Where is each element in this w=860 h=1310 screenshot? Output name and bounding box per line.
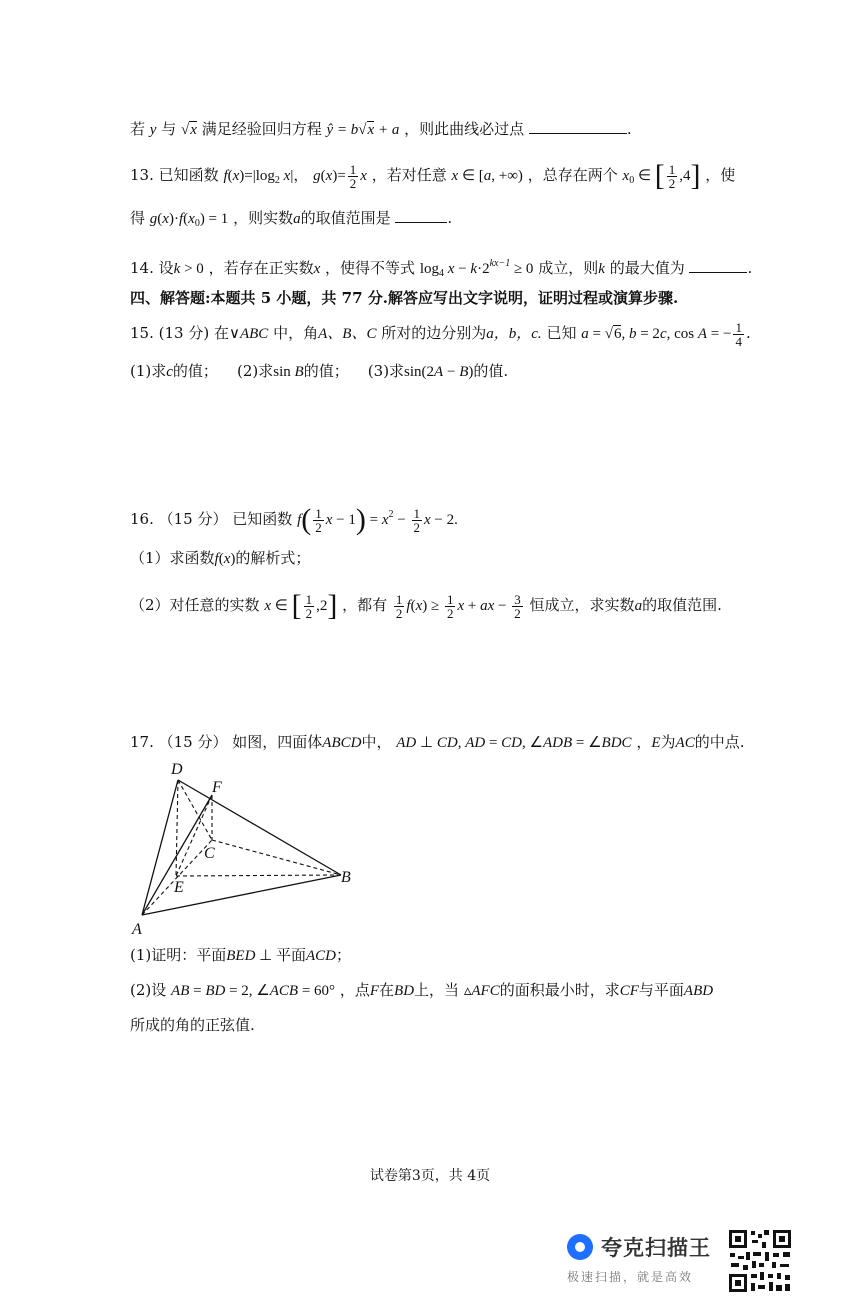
q15: 15. (13 分) 在∨ABC 中，角A、B、C 所对的边分别为a，b，c. 已知 a = √6, b = 2c, cos A = − $\frac{1}{4}$ . [130,319,751,349]
qr-code-icon [727,1228,793,1294]
q16-part2: （2）对任意的实数 x ∈ [ $\frac{1}{2}$ ,2] ，都有 $\frac{1}{2}$ f(x) ≥ $\frac{1}{2}$ x + ax − $\frac{3}{2}$ 恒成立，求实数a的取值范围. [130,589,722,622]
q16: 16. （15 分） 已知函数 f( $\frac{1}{2}$ $x - 1) = x^2$ − $\frac{1}{2}$ x − 2. [130,503,458,536]
page-footer: 试卷第3页，共 4页 [369,1168,491,1184]
answer-blank [529,119,627,134]
quark-logo-icon [567,1234,593,1260]
label-F: F [212,779,222,796]
q16-part1: （1）求函数f(x)的解析式； [130,549,311,567]
answer-blank [689,258,747,273]
edge-DE [176,780,178,876]
tetrahedron-figure [128,758,368,938]
edge-AF [142,795,212,915]
label-B: B [341,869,351,886]
q17: 17. （15 分） 如图，四面体ABCD中， AD ⊥ CD, AD = CD, ∠ADB = ∠BDC ，E为AC的中点. [130,733,745,751]
label-D: D [171,761,183,778]
q17-part1: (1)证明：平面BED ⊥ 平面ACD； [130,946,352,964]
q17-part2-cont: 所成的角的正弦值. [130,1016,255,1034]
label-C: C [204,845,215,862]
q12-tail: 若 y 与 √x 满足经验回归方程 ŷ = b√x + a ，则此曲线必过点 . [130,120,632,138]
q13-line1: 13. 已知函数 $f(x)=|\log_2$ x|， g(x)= $\frac{1}{2}$ x ，若对任意 x ∈ [a, +∞) ，总存在两个 $x_0$ ∈ [ $\frac{1}{2}$ ,4] ，使 [130,159,736,192]
edge-DC [178,780,212,840]
label-A: A [132,921,142,938]
edge-AB [142,875,341,915]
label-E: E [174,879,184,896]
edge-DA [142,780,178,915]
edge-EB [176,875,341,876]
q13-line2: 得 $g(x)\cdot f(x_0) = 1$ ，则实数a的取值范围是 . [130,209,453,229]
q17-part2: (2)设 AB = BD = 2, ∠ACB = 60° ，点F在BD上，当 ▵AFC的面积最小时，求CF与平面ABD [130,981,714,999]
edge-CB [212,840,341,875]
q15-parts: (1)求c的值； (2)求sin B的值； (3)求sin(2A − B)的值. [130,362,509,380]
edge-DB [178,780,341,875]
q14: 14. 设k > 0 ，若存在正实数x ，使得不等式 $\log_4 x - k\cdot 2^{kx-1} \ge 0$ 成立，则k 的最大值为 . [130,258,753,279]
answer-blank [395,208,447,223]
watermark-brand: 夸克扫描王 极速扫描，就是高效 [567,1236,711,1284]
section-heading: 四、解答题:本题共 5 小题，共 77 分.解答应写出文字说明，证明过程或演算步骤. [130,289,679,307]
